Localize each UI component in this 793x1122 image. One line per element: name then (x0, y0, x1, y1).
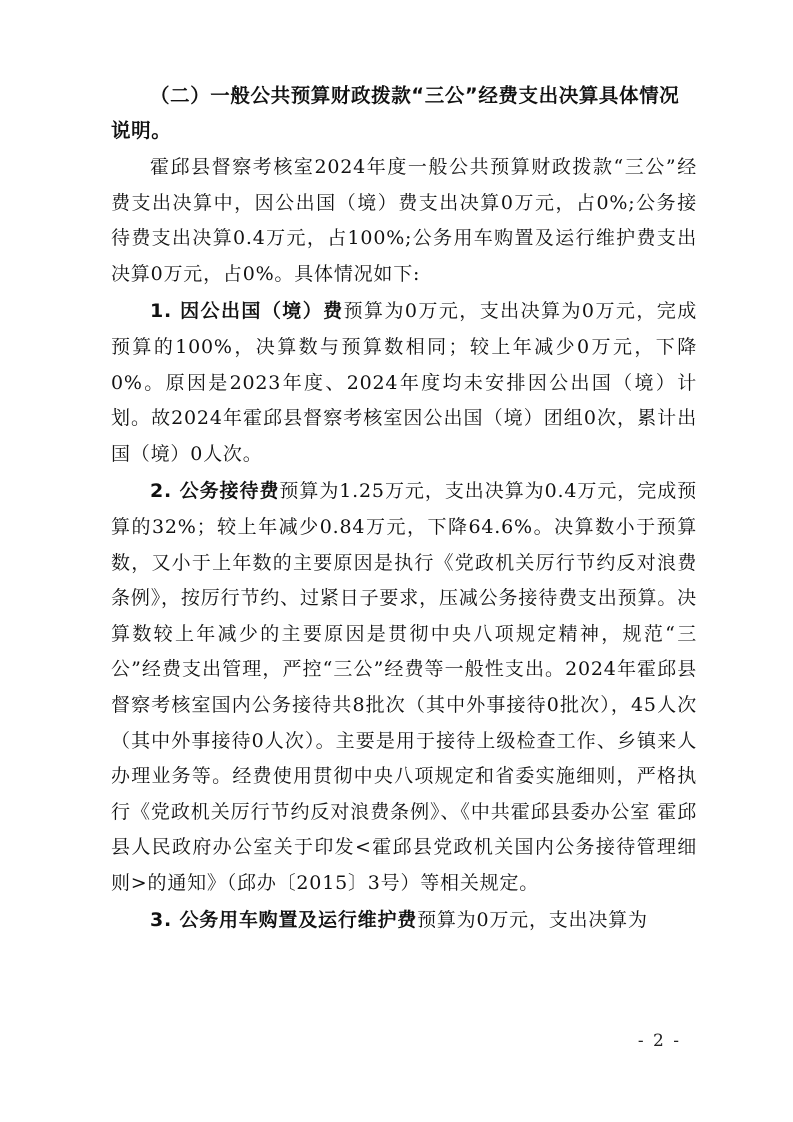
paragraph-overseas-travel (111, 294, 697, 472)
paragraph-summary (111, 150, 697, 292)
paragraph-official-vehicles (111, 903, 697, 939)
page-number: - 2 - (637, 1031, 681, 1051)
section-heading: （二）一般公共预算财政拨款“三公”经费支出决算具体情况说明。 (111, 84, 680, 142)
paragraph-text: 预算为1.25万元，支出决算为0.4万元，完成预算的32%；较上年减少0.84万元，下降64.6%。决算数小于预算数，又小于上年数的主要原因是执行《党政机关厉行节约反对浪费条例》，按厉行节约、过紧日子要求，压减公务接待费支出预算。决算数较上年减少的主要原因是贯彻中央八项规定精神，规范“三公”经费支出管理，严控“三公”经费等一般性支出。2024年霍邱县督察考核室国内公务接待共8批次（其中外事接待0批次），45人次（其中外事接待0人次）。主要是用于接待上级检查工作、乡镇来人办理业务等。经费使用贯彻中央八项规定和省委实施细则，严格执行《党政机关厉行节约反对浪费条例》、《中共霍邱县委办公室 霍邱县人民政府办公室关于印发<霍邱县党政机关国内公务接待管理细则>的通知》（邱办〔2015〕3号）等相关规定。 (111, 480, 697, 894)
paragraph-text: 预算为0万元，支出决算为0万元，完成预算的100%，决算数与预算数相同；较上年减少0万元，下降0%。原因是2023年度、2024年度均未安排因公出国（境）计划。故2024年霍邱县督察考核室因公出国（境）团组0次，累计出国（境）0人次。 (111, 300, 698, 465)
paragraph-text: 霍邱县督察考核室2024年度一般公共预算财政拨款“三公”经费支出决算中，因公出国（境）费支出决算0万元，占0%;公务接待费支出决算0.4万元，占100%;公务用车购置及运行维护费支出决算0万元，占0%。具体情况如下: (111, 156, 697, 285)
paragraph-lead: 2. 公务接待费 (150, 480, 280, 503)
document-body (111, 78, 697, 939)
paragraph-lead: 1. 因公出国（境）费 (150, 300, 344, 323)
paragraph-lead: 3. 公务用车购置及运行维护费 (150, 909, 418, 932)
paragraph-text: 预算为0万元，支出决算为 (417, 909, 648, 932)
paragraph-official-reception (111, 474, 697, 901)
